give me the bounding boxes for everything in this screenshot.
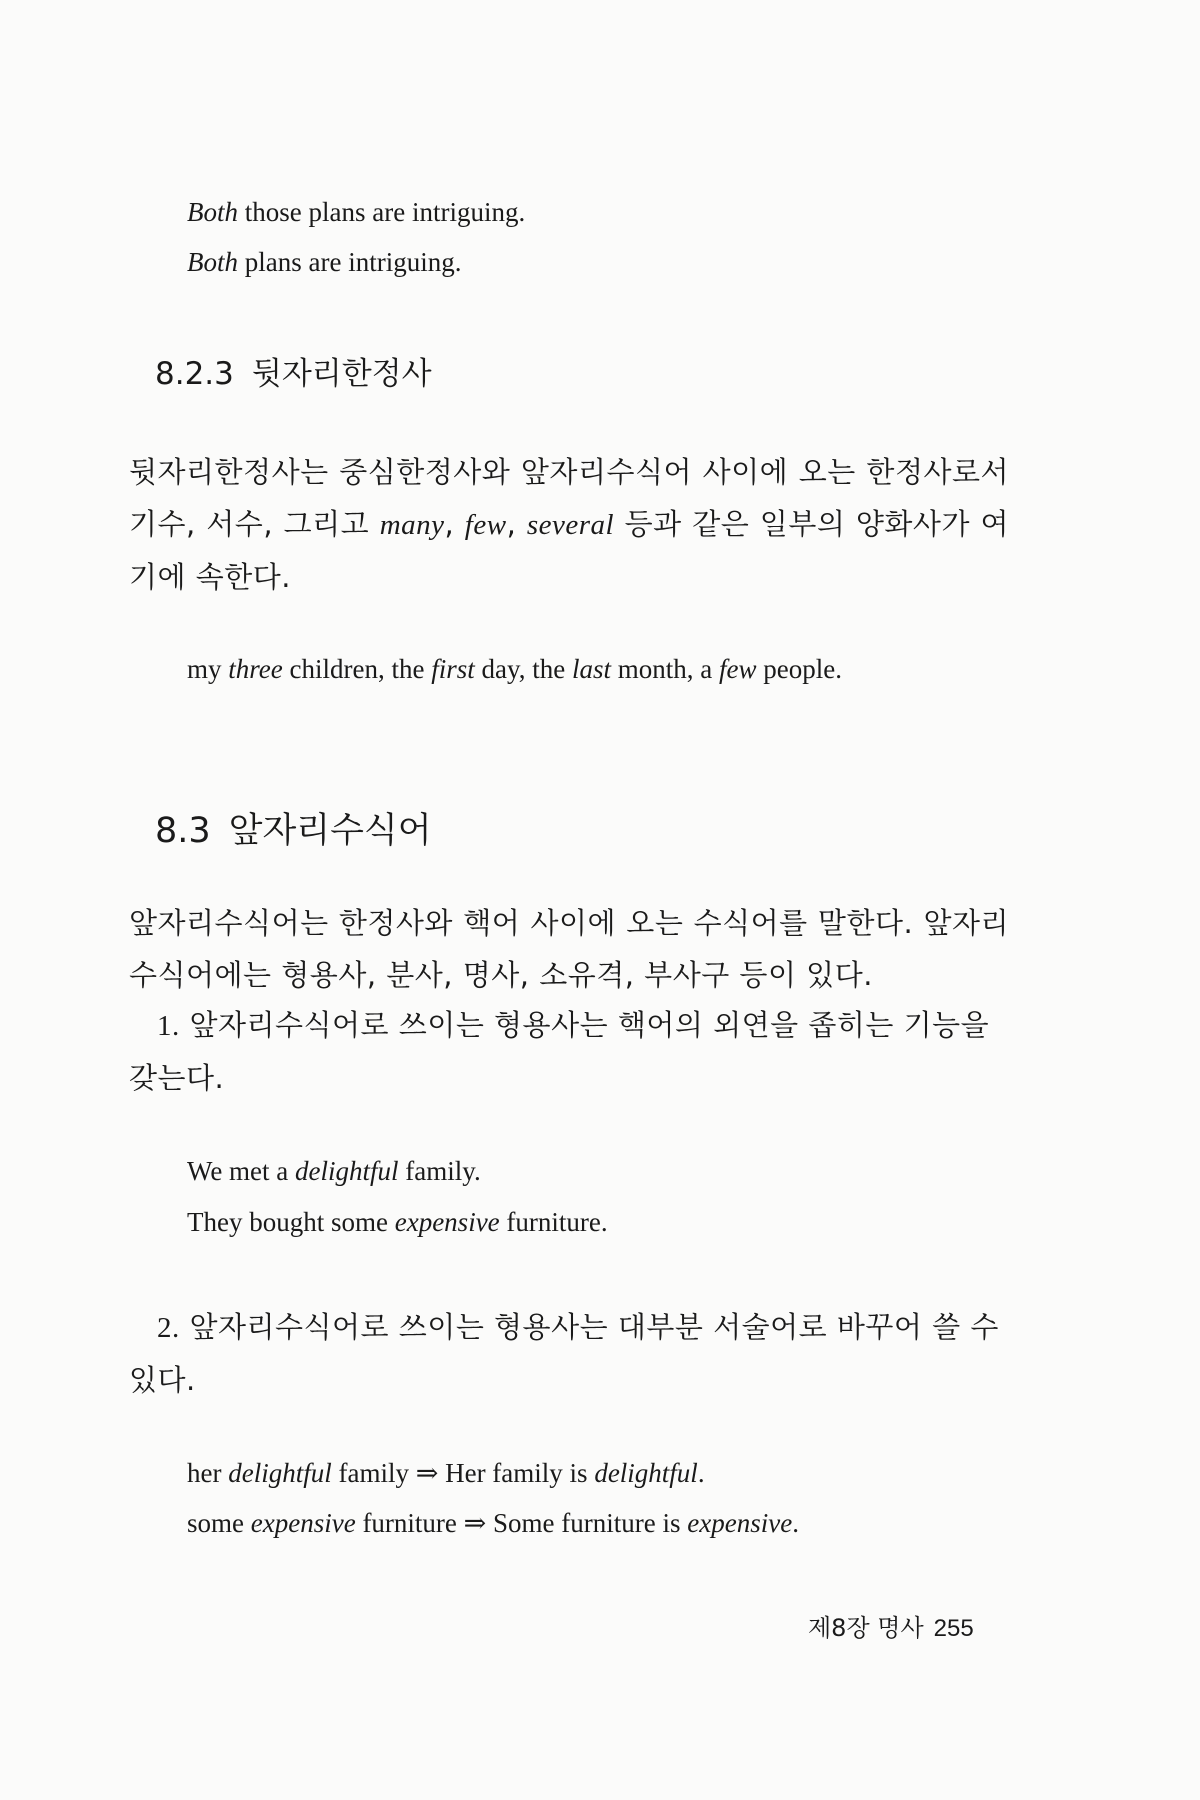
example-line: some expensive furniture ⇒ Some furniture is expensive.	[187, 1508, 799, 1538]
page-number: 255	[933, 1615, 974, 1642]
example-line: her delightful family ⇒ Her family is delightful.	[187, 1458, 705, 1488]
section-heading-8-2-3: 8.2.3 뒷자리한정사	[155, 356, 432, 392]
example-line: We met a delightful family.	[187, 1156, 481, 1186]
example-line: Both those plans are intriguing.	[187, 197, 526, 227]
example-line: They bought some expensive furniture.	[187, 1207, 608, 1237]
example-line: Both plans are intriguing.	[187, 247, 462, 277]
paragraph-8-2-3: 뒷자리한정사는 중심한정사와 앞자리수식어 사이에 오는 한정사로서 기수, 서수, 그리고 many, few, several 등과 같은 일부의 양화사가 여기에 속한다.	[129, 455, 1010, 594]
example-line: my three children, the first day, the last month, a few people.	[187, 654, 842, 684]
chapter-label: 제8장 명사	[808, 1614, 924, 1642]
list-item-1: 1. 앞자리수식어로 쓰이는 형용사는 핵어의 외연을 좁히는 기능을 갖는다.	[129, 1008, 990, 1095]
section-heading-8-3: 8.3 앞자리수식어	[155, 811, 432, 851]
page-footer	[808, 1608, 974, 1643]
paragraph-8-3: 앞자리수식어는 한정사와 핵어 사이에 오는 수식어를 말한다. 앞자리수식어에는 형용사, 분사, 명사, 소유격, 부사구 등이 있다.	[129, 906, 1009, 992]
list-item-2: 2. 앞자리수식어로 쓰이는 형용사는 대부분 서술어로 바꾸어 쓸 수 있다.	[129, 1310, 999, 1397]
